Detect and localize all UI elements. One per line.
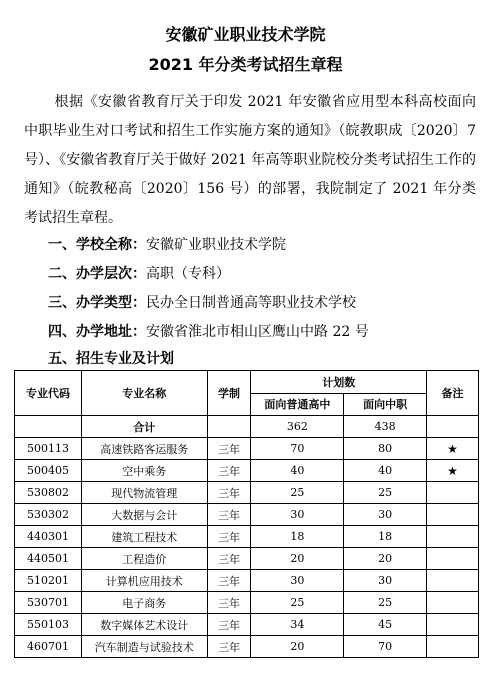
- cell-vocational: 25: [344, 482, 427, 504]
- cell-name: 建筑工程技术: [81, 526, 207, 548]
- cell-code: 440301: [15, 526, 82, 548]
- section-address: [48, 321, 369, 341]
- section-value: 高职（专科）: [146, 266, 230, 282]
- table-row: [15, 570, 479, 592]
- cell-high-school: 30: [251, 570, 344, 592]
- cell-duration: 三年: [207, 460, 251, 482]
- cell-note: [427, 592, 479, 614]
- section-type: [48, 292, 356, 312]
- total-label: 合计: [81, 416, 207, 438]
- cell-high-school: 70: [251, 438, 344, 460]
- total-high-school: 362: [251, 416, 344, 438]
- cell-duration: 三年: [207, 636, 251, 658]
- cell-name: 电子商务: [81, 592, 207, 614]
- cell-vocational: 30: [344, 504, 427, 526]
- cell-code: 530302: [15, 504, 82, 526]
- intro-paragraph: [24, 88, 476, 233]
- header-plan-high-school: 面向普通高中: [251, 393, 344, 416]
- cell-duration: 三年: [207, 614, 251, 636]
- document-title: 安徽矿业职业技术学院: [165, 25, 326, 44]
- cell-duration: 三年: [207, 482, 251, 504]
- cell-code: 500113: [15, 438, 82, 460]
- cell-duration: 三年: [207, 504, 251, 526]
- cell-name: 大数据与会计: [81, 504, 207, 526]
- cell-vocational: 80: [344, 438, 427, 460]
- cell-high-school: 18: [251, 526, 344, 548]
- section-heading: 三、办学类型：: [48, 295, 146, 311]
- cell-name: 计算机应用技术: [81, 570, 207, 592]
- cell-name: 工程造价: [81, 548, 207, 570]
- cell-high-school: 34: [251, 614, 344, 636]
- enrollment-table: [14, 370, 479, 658]
- table-row: [15, 504, 479, 526]
- cell-note: [427, 526, 479, 548]
- document-subtitle: 2021 年分类考试招生章程: [148, 55, 343, 74]
- cell-code: 440501: [15, 548, 82, 570]
- cell-vocational: 30: [344, 570, 427, 592]
- table-row: [15, 438, 479, 460]
- cell-note: ★: [427, 460, 479, 482]
- section-heading: 五、招生专业及计划: [48, 351, 174, 367]
- cell-note: [427, 570, 479, 592]
- cell-note: [427, 482, 479, 504]
- table-row: [15, 548, 479, 570]
- cell-high-school: 20: [251, 548, 344, 570]
- cell-vocational: 40: [344, 460, 427, 482]
- header-name: 专业名称: [81, 371, 207, 416]
- cell-duration: 三年: [207, 570, 251, 592]
- cell-code: 530802: [15, 482, 82, 504]
- cell-duration: 三年: [207, 592, 251, 614]
- section-value: 安徽省淮北市相山区鹰山中路 22 号: [146, 324, 369, 340]
- cell-code: 510201: [15, 570, 82, 592]
- table-row: [15, 614, 479, 636]
- header-plan: 计划数: [251, 371, 427, 394]
- table-row-total: [15, 416, 479, 438]
- cell-duration: 三年: [207, 438, 251, 460]
- cell-name: 现代物流管理: [81, 482, 207, 504]
- section-value: 民办全日制普通高等职业技术学校: [146, 295, 356, 311]
- header-code: 专业代码: [15, 371, 82, 416]
- cell-vocational: 20: [344, 548, 427, 570]
- intro-text: 根据《安徽省教育厅关于印发 2021 年安徽省应用型本科高校面向中职毕业生对口考试和招生工作实施方案的通知》（皖教职成〔2020〕7 号）、《安徽省教育厅关于做好 2021 年高等职业院校分类考试招生工作的通知》（皖教秘高〔2020〕156 号）的部署，我院制定了 2021 年分类考试招生章程。: [24, 94, 476, 226]
- section-level: [48, 263, 230, 283]
- header-duration: 学制: [207, 371, 251, 416]
- cell-note: ★: [427, 438, 479, 460]
- section-heading: 二、办学层次：: [48, 266, 146, 282]
- cell-note: [427, 504, 479, 526]
- cell-high-school: 40: [251, 460, 344, 482]
- cell-high-school: 20: [251, 636, 344, 658]
- cell-vocational: 70: [344, 636, 427, 658]
- cell-vocational: 45: [344, 614, 427, 636]
- table-row: [15, 636, 479, 658]
- cell-duration: 三年: [207, 548, 251, 570]
- cell-note: [427, 636, 479, 658]
- cell-duration: 三年: [207, 526, 251, 548]
- cell-high-school: 25: [251, 592, 344, 614]
- section-heading: 四、办学地址：: [48, 324, 146, 340]
- cell-high-school: 30: [251, 504, 344, 526]
- cell-code: 460701: [15, 636, 82, 658]
- cell-code: 500405: [15, 460, 82, 482]
- cell-code: 550103: [15, 614, 82, 636]
- table-row: [15, 526, 479, 548]
- table-row: [15, 482, 479, 504]
- section-value: 安徽矿业职业技术学院: [146, 237, 286, 253]
- cell-name: 汽车制造与试验技术: [81, 636, 207, 658]
- table-row: [15, 460, 479, 482]
- header-note: 备注: [427, 371, 479, 416]
- cell-note: [427, 614, 479, 636]
- section-heading: 一、学校全称：: [48, 237, 146, 253]
- header-plan-vocational: 面向中职: [344, 393, 427, 416]
- cell-name: 空中乘务: [81, 460, 207, 482]
- cell-name: 数字媒体艺术设计: [81, 614, 207, 636]
- table-row: [15, 592, 479, 614]
- cell-name: 高速铁路客运服务: [81, 438, 207, 460]
- section-school-name: [48, 234, 286, 254]
- cell-note: [427, 548, 479, 570]
- cell-high-school: 25: [251, 482, 344, 504]
- cell-vocational: 25: [344, 592, 427, 614]
- total-vocational: 438: [344, 416, 427, 438]
- section-enrollment: [48, 348, 174, 368]
- cell-vocational: 18: [344, 526, 427, 548]
- cell-code: 530701: [15, 592, 82, 614]
